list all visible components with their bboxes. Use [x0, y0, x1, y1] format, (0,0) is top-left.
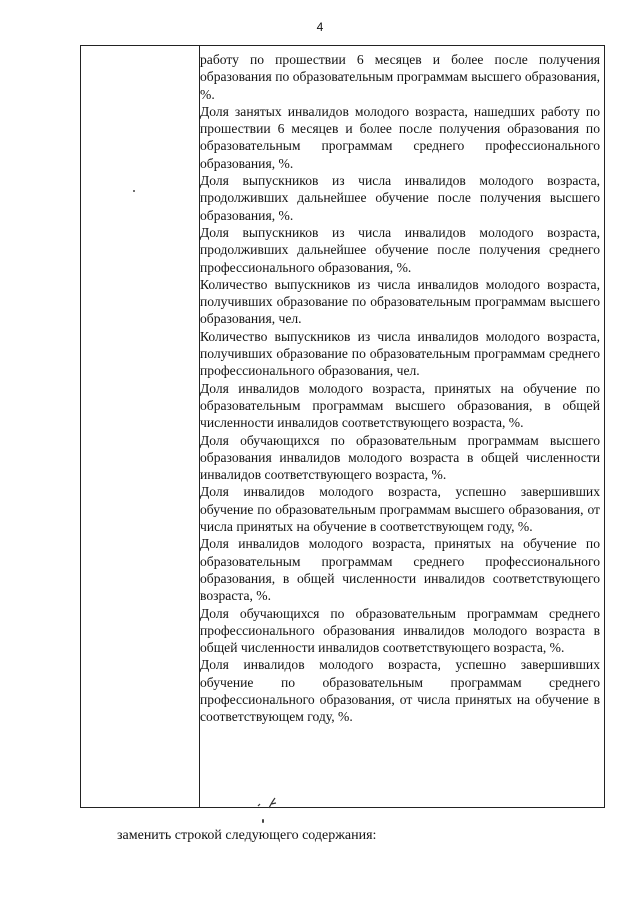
table-paragraph-2: Доля занятых инвалидов молодого возраста, нашедших работу по прошествии 6 месяцев и более после получения образования по образовательным программам среднего профессионального образования, %.	[200, 103, 600, 171]
initials-mark	[255, 795, 285, 811]
table-right-column	[200, 51, 600, 726]
table-paragraph-4: Доля выпускников из числа инвалидов молодого возраста, продолживших дальнейшее обучение после получения среднего профессионального образования, %.	[200, 224, 600, 275]
table-paragraph-10: Доля инвалидов молодого возраста, принятых на обучение по образовательным программам среднего профессионального образования, в общей численности инвалидов соответствующего возраста, %.	[200, 536, 600, 604]
table-paragraph-3: Доля выпускников из числа инвалидов молодого возраста, продолживших дальнейшее обучение после получения высшего образования, %.	[200, 173, 600, 223]
table-paragraph-1: работу по прошествии 6 месяцев и более после получения образования по образовательным программам высшего образования, %.	[200, 52, 600, 102]
table-paragraph-6: Количество выпускников из числа инвалидов молодого возраста, получивших образование по образовательным программам среднего профессионального образования, чел.	[200, 328, 600, 379]
indicator-table	[80, 45, 605, 808]
table-paragraph-5: Количество выпускников из числа инвалидов молодого возраста, получивших образование по образовательным программам высшего образования, чел.	[200, 276, 600, 327]
table-paragraph-8: Доля обучающихся по образовательным программам высшего образования инвалидов молодого возраста в общей численности инвалидов соответствующего возраста, %.	[200, 432, 600, 483]
table-paragraph-12: Доля инвалидов молодого возраста, успешно завершивших обучение по образовательным программам среднего профессионального образования, от числа принятых на обучение в соответствующем году, %.	[200, 657, 600, 725]
table-paragraph-9: Доля инвалидов молодого возраста, успешно завершивших обучение по образовательным программам высшего образования, от числа принятых на обучение в соответствующем году, %.	[200, 484, 600, 535]
table-left-column	[81, 46, 200, 807]
scan-speck	[133, 190, 135, 192]
scan-mark	[262, 819, 264, 823]
replacement-instruction: заменить строкой следующего содержания:	[117, 828, 377, 843]
table-paragraph-11: Доля обучающихся по образовательным программам среднего профессионального образования инвалидов молодого возраста в общей численности инвалидов соответствующего возраста, %.	[200, 605, 600, 656]
table-paragraph-7: Доля инвалидов молодого возраста, принятых на обучение по образовательным программам высшего образования, в общей численности инвалидов соответствующего возраста, %.	[200, 380, 600, 431]
page-number: 4	[316, 20, 324, 34]
